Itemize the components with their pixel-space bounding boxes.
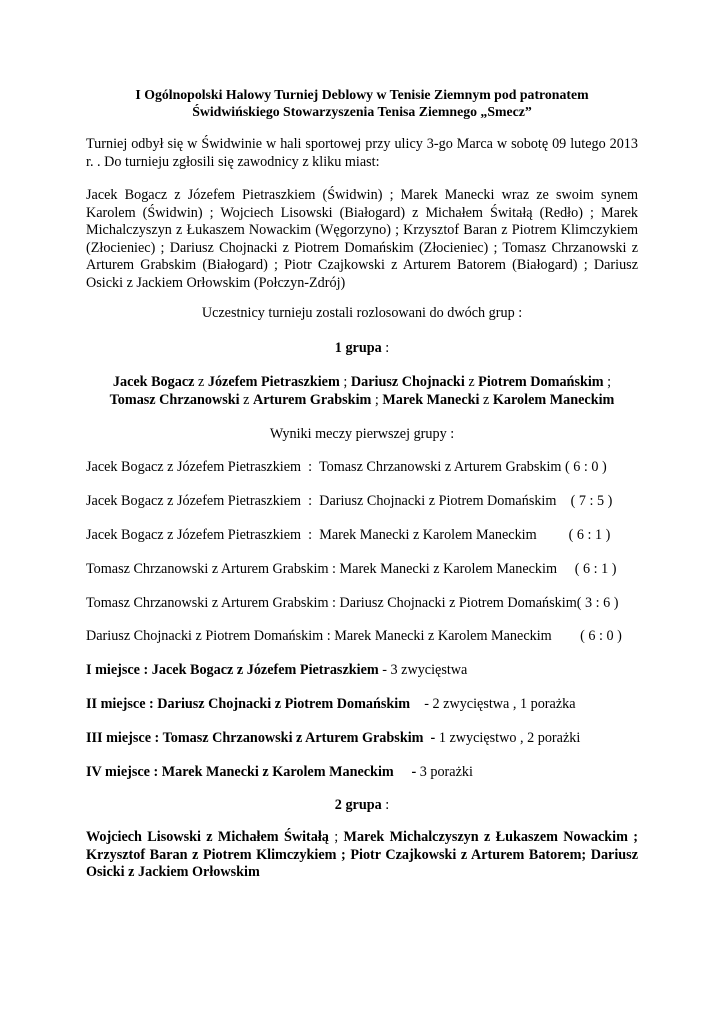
title-line-2: Świdwińskiego Stowarzyszenia Tenisa Ziemnego „Smecz”	[192, 104, 532, 119]
team-separator: ;	[371, 391, 383, 408]
match-result: Jacek Bogacz z Józefem Pietraszkiem : Marek Manecki z Karolem Maneckim ( 6 : 1 )	[86, 527, 611, 543]
team-connector: z	[479, 391, 493, 408]
team-player: Karolem Maneckim	[492, 391, 615, 408]
team-player: Tomasz Chrzanowski	[109, 391, 240, 408]
group1-teams	[86, 374, 638, 409]
standing-place: II miejsce : Dariusz Chojnacki z Piotrem Domańskim	[86, 696, 411, 712]
match-result: Tomasz Chrzanowski z Arturem Grabskim : Dariusz Chojnacki z Piotrem Domańskim( 3 : 6 )	[86, 595, 619, 611]
match-result: Dariusz Chojnacki z Piotrem Domańskim : Marek Manecki z Karolem Maneckim ( 6 : 0 )	[86, 628, 622, 644]
match-result: Jacek Bogacz z Józefem Pietraszkiem : Tomasz Chrzanowski z Arturem Grabskim ( 6 : 0 )	[86, 459, 607, 475]
standing-place: IV miejsce : Marek Manecki z Karolem Maneckim -	[86, 764, 417, 780]
standing-row	[86, 662, 638, 680]
group2-heading	[86, 797, 638, 815]
group2-heading-label: 2 grupa	[334, 797, 382, 813]
group1-heading-label: 1 grupa	[334, 340, 382, 356]
team-separator: ;	[603, 374, 612, 390]
standing-row	[86, 730, 638, 748]
team-player: Arturem Grabskim	[252, 391, 372, 408]
standing-record: - 2 zwycięstwa , 1 porażka	[410, 696, 576, 712]
team-player: Dariusz Chojnacki	[350, 374, 465, 390]
title-line-1: I Ogólnopolski Halowy Turniej Deblowy w Tenisie Ziemnym pod patronatem	[135, 87, 589, 102]
group2-heading-suffix: :	[381, 797, 390, 813]
standing-row	[86, 696, 638, 714]
team-connector: z	[239, 391, 253, 408]
group1-heading	[86, 340, 638, 358]
team-player: Marek Manecki	[382, 391, 480, 408]
group1-heading-suffix: :	[381, 340, 390, 356]
standing-row	[86, 764, 638, 782]
match-result: Jacek Bogacz z Józefem Pietraszkiem : Dariusz Chojnacki z Piotrem Domańskim ( 7 : 5 )	[86, 493, 613, 509]
standing-record: - 3 zwycięstwa	[378, 662, 468, 678]
team-player: Józefem Pietraszkiem	[207, 374, 340, 390]
team-connector: z	[194, 374, 208, 390]
standing-place: I miejsce : Jacek Bogacz z Józefem Pietraszkiem	[86, 662, 379, 678]
group1-results-heading: Wyniki meczy pierwszej grupy :	[269, 426, 455, 442]
team-separator: ;	[339, 374, 351, 390]
group2-teams	[86, 829, 638, 882]
group2-separator: ;	[328, 829, 344, 845]
standing-record: 3 porażki	[416, 764, 473, 780]
match-result: Tomasz Chrzanowski z Arturem Grabskim : Marek Manecki z Karolem Maneckim ( 6 : 1 )	[86, 561, 617, 577]
teams-paragraph: Jacek Bogacz z Józefem Pietraszkiem (Świdwin) ; Marek Manecki wraz ze swoim synem Karolem (Świdwin) ; Wojciech Lisowski (Białogard) z Michałem Świtałą (Redło) ; Marek Michalczyszyn z Łukaszem Nowackim (Węgorzyno) ; Krzysztof Baran z Piotrem Klimczykiem (Złocieniec) ; Dariusz Chojnacki z Piotrem Domańskim (Złocieniec) ; Tomasz Chrzanowski z Arturem Grabskim (Białogard) ; Piotr Czajkowski z Arturem Batorem (Białogard) ; Dariusz Osicki z Jackiem Orłowskim (Połczyn-Zdrój)	[86, 187, 638, 291]
standing-record: 1 zwycięstwo , 2 porażki	[435, 730, 581, 746]
team-connector: z	[464, 374, 479, 390]
standing-place: III miejsce : Tomasz Chrzanowski z Arturem Grabskim -	[86, 730, 436, 746]
draw-paragraph: Uczestnicy turnieju zostali rozlosowani do dwóch grup :	[201, 305, 523, 321]
team-player: Jacek Bogacz	[112, 374, 195, 390]
group1-teams-line-2	[86, 392, 638, 410]
document-title	[86, 86, 638, 120]
intro-paragraph: Turniej odbył się w Świdwinie w hali sportowej przy ulicy 3-go Marca w sobotę 09 lutego 2013 r. . Do turnieju zgłosili się zawodnicy z kliku miast:	[86, 136, 638, 170]
group2-teams-b: Marek Michalczyszyn z Łukaszem Nowackim ; Krzysztof Baran z Piotrem Klimczykiem ; Piotr Czajkowski z Arturem Batorem; Dariusz Osicki z Jackiem Orłowskim	[86, 829, 638, 880]
team-player: Piotrem Domańskim	[478, 374, 604, 390]
group2-teams-a: Wojciech Lisowski z Michałem Świtałą	[86, 829, 329, 845]
group1-teams-line-1	[86, 374, 638, 392]
